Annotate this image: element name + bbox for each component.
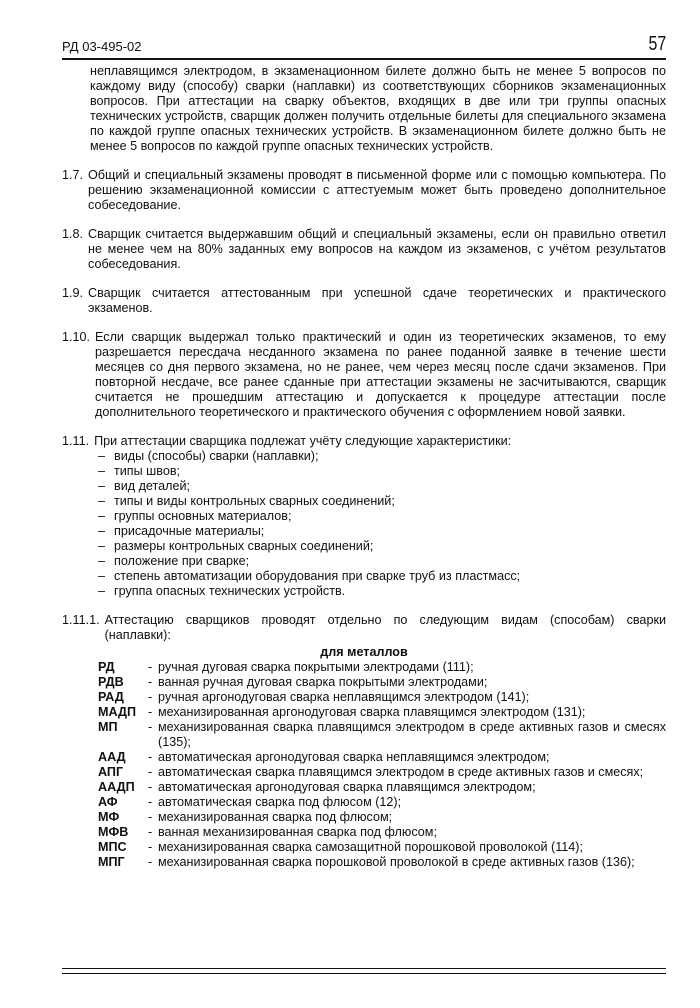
table-row (98, 720, 666, 750)
section-number: 1.7. (62, 168, 84, 182)
page-content (62, 64, 666, 870)
method-description: механизированная сварка порошковой проволокой в среде активных газов (136); (158, 855, 635, 869)
page-header (62, 30, 666, 60)
method-description: ручная аргонодуговая сварка неплавящимся электродом (141); (158, 690, 530, 704)
dash-separator: - (148, 795, 153, 809)
section-1-7 (62, 168, 666, 213)
section-number: 1.8. (62, 227, 84, 241)
section-text: Сварщик считается выдержавшим общий и специальный экзамены, если он правильно ответил не менее чем на 80% заданных ему вопросов на каждом из экзаменов, с учётом результатов собеседования. (88, 227, 666, 271)
method-description: механизированная сварка самозащитной порошковой проволокой (114); (158, 840, 583, 854)
method-code: МПС (98, 840, 127, 854)
method-description: механизированная сварка плавящимся электродом в среде активных газов и смесях (135); (158, 720, 666, 749)
section-text: Сварщик считается аттестованным при успешной сдаче теоретических и практического экзаменов. (88, 286, 666, 315)
dash-separator: - (148, 825, 153, 839)
dash-separator: - (148, 675, 153, 689)
list-item: – вид деталей; (98, 479, 666, 494)
method-description: автоматическая аргонодуговая сварка плавящимся электродом; (158, 780, 536, 794)
method-code: МФВ (98, 825, 129, 839)
method-code: РДВ (98, 675, 124, 689)
method-code: МПГ (98, 855, 125, 869)
dash-separator: - (148, 855, 153, 869)
method-description: автоматическая аргонодуговая сварка неплавящимся электродом; (158, 750, 550, 764)
subheading-metals: для металлов (320, 645, 408, 659)
table-row (98, 825, 666, 840)
characteristics-list (62, 449, 666, 599)
dash-separator: - (148, 660, 153, 674)
method-code: МФ (98, 810, 120, 824)
section-1-8 (62, 227, 666, 272)
list-item: – группа опасных технических устройств. (98, 584, 666, 599)
list-item: – типы и виды контрольных сварных соединений; (98, 494, 666, 509)
method-code: АПГ (98, 765, 124, 779)
method-description: автоматическая сварка под флюсом (12); (158, 795, 402, 809)
method-code: ААДП (98, 780, 135, 794)
document-code: РД 03-495-02 (62, 39, 142, 54)
method-description: механизированная сварка под флюсом; (158, 810, 393, 824)
method-description: механизированная аргонодуговая сварка плавящимся электродом (131); (158, 705, 586, 719)
method-code: МАДП (98, 705, 137, 719)
table-row (98, 840, 666, 855)
table-row (98, 855, 666, 870)
dash-separator: - (148, 690, 153, 704)
method-description: ванная механизированная сварка под флюсом; (158, 825, 437, 839)
table-row (98, 690, 666, 705)
section-text: Если сварщик выдержал только практический и один из теоретических экзаменов, то ему разрешается пересдача несданного экзамена по ранее поданной заявке в течение шести месяцев со дня первого экзамена, но не ранее, чем через месяц после сдачи экзаменов. При повторной несдаче, все ранее сданные при аттестации экзамены не засчитываются, сварщик считается не прошедшим аттестацию и допускается к процедуре аттестации после дополнительного теоретического и практического обучения с оформлением новой заявки. (95, 330, 666, 419)
section-text: Аттестацию сварщиков проводят отдельно по следующим видам (способам) сварки (наплавки): (104, 613, 666, 642)
table-row (98, 765, 666, 780)
section-text: Общий и специальный экзамены проводят в письменной форме или с помощью компьютера. По решению экзаменационной комиссии с аттестуемым может быть проведено дополнительное собеседование. (88, 168, 666, 212)
dash-separator: - (148, 840, 153, 854)
method-code: РАД (98, 690, 124, 704)
section-number: 1.9. (62, 286, 84, 300)
section-1-10 (62, 330, 666, 420)
welding-methods-table (98, 660, 666, 870)
dash-separator: - (148, 705, 153, 719)
section-1-9 (62, 286, 666, 316)
section-number: 1.11. (62, 434, 90, 448)
list-item: – размеры контрольных сварных соединений; (98, 539, 666, 554)
method-description: ручная дуговая сварка покрытыми электродами (111); (158, 660, 474, 674)
table-row (98, 750, 666, 765)
list-item: – положение при сварке; (98, 554, 666, 569)
section-number: 1.11.1. (62, 613, 100, 627)
list-item: – группы основных материалов; (98, 509, 666, 524)
table-row (98, 780, 666, 795)
page-number: 57 (648, 33, 666, 55)
dash-separator: - (148, 810, 153, 824)
dash-separator: - (148, 765, 153, 779)
section-number: 1.10. (62, 330, 91, 344)
method-code: РД (98, 660, 115, 674)
table-row (98, 660, 666, 675)
list-item: – присадочные материалы; (98, 524, 666, 539)
section-1-11 (62, 434, 666, 449)
dash-separator: - (148, 780, 153, 794)
table-row (98, 810, 666, 825)
footer-double-rule (62, 968, 666, 974)
list-item: – степень автоматизации оборудования при сварке труб из пластмасс; (98, 569, 666, 584)
intro-paragraph: неплавящимся электродом, в экзаменационном билете должно быть не менее 5 вопросов по каждому виду (способу) сварки (наплавки) из соответствующих сборников экзаменационных вопросов. При аттестации на сварку объектов, входящих в две или три группы опасных технических устройств, сварщик должен получить отдельные билеты для специального экзамена по каждой группе опасных технических устройств. В экзаменационном билете должно быть не менее 5 вопросов по каждой группе опасных технических устройств. (90, 64, 666, 153)
section-1-11-1 (62, 613, 666, 643)
method-code: МП (98, 720, 118, 734)
method-code: АФ (98, 795, 118, 809)
dash-separator: - (148, 750, 153, 764)
table-row (98, 675, 666, 690)
table-row (98, 795, 666, 810)
section-text: При аттестации сварщика подлежат учёту следующие характеристики: (94, 434, 512, 448)
method-description: автоматическая сварка плавящимся электродом в среде активных газов и смесях; (158, 765, 644, 779)
method-description: ванная ручная дуговая сварка покрытыми электродами; (158, 675, 488, 689)
table-row (98, 705, 666, 720)
dash-separator: - (148, 720, 153, 734)
list-item: – типы швов; (98, 464, 666, 479)
list-item: – виды (способы) сварки (наплавки); (98, 449, 666, 464)
method-code: ААД (98, 750, 126, 764)
